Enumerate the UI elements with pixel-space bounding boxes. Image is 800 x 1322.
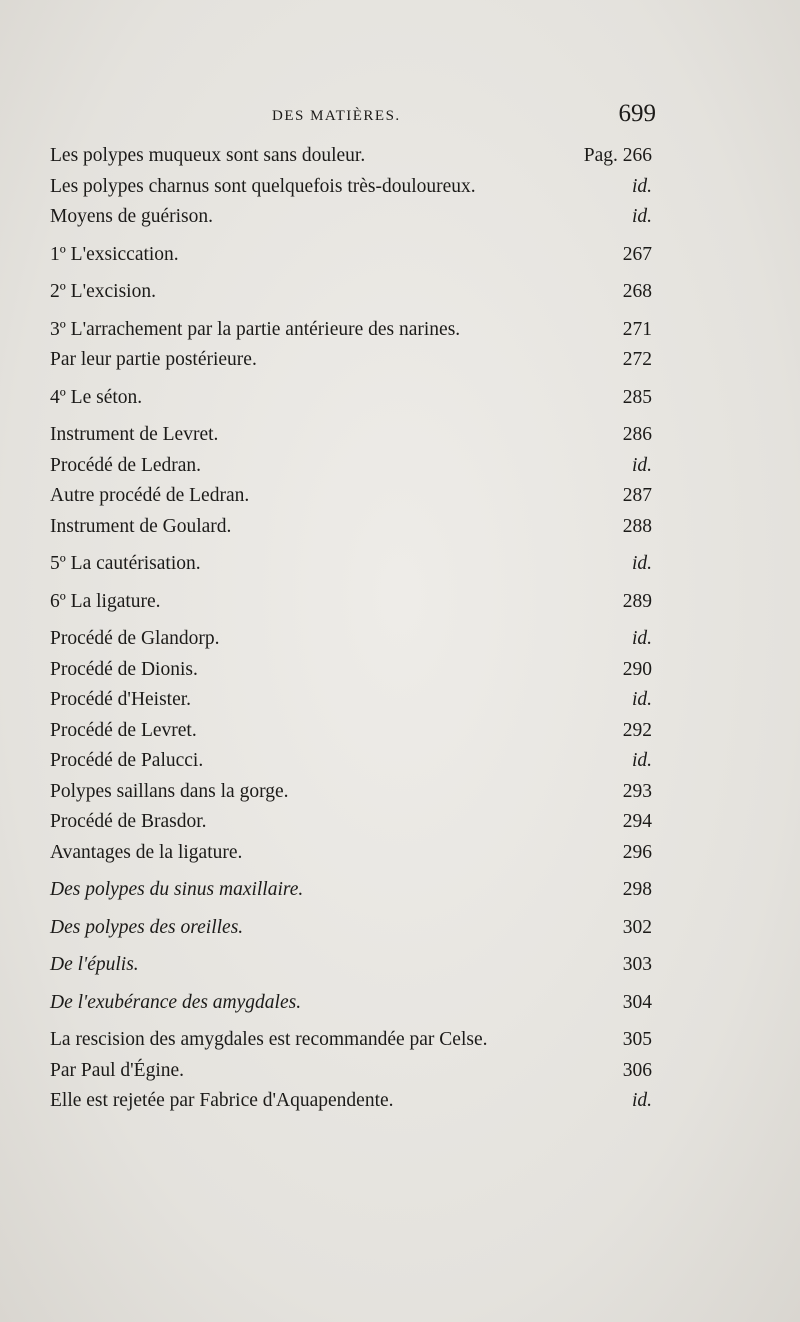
index-entry — [50, 318, 652, 343]
index-entry — [50, 205, 652, 230]
index-entry — [50, 484, 652, 509]
entry-page-reference: 296 — [622, 841, 652, 863]
entry-page-reference: 304 — [622, 991, 652, 1013]
index-entry — [50, 627, 652, 652]
entry-text: 6º La ligature. — [50, 590, 161, 612]
index-entry — [50, 878, 652, 903]
entry-text: Elle est rejetée par Fabrice d'Aquapendente. — [50, 1090, 394, 1111]
entry-text: Par Paul d'Égine. — [50, 1059, 185, 1081]
entry-text: Procédé de Levret. — [50, 719, 197, 741]
index-entry — [50, 348, 652, 373]
index-entry — [50, 916, 652, 941]
index-entries — [50, 144, 652, 1120]
entry-text: La rescision des amygdales est recommandée par Celse. — [50, 1029, 488, 1050]
entry-page-reference: 292 — [622, 719, 652, 741]
entry-text: Moyens de guérison. — [50, 206, 214, 227]
entry-page-reference: 290 — [622, 658, 652, 680]
entry-page-reference: id. — [631, 750, 652, 771]
entry-text: Procédé de Ledran. — [50, 454, 202, 476]
entry-page-reference: 285 — [622, 386, 652, 408]
index-entry — [50, 1089, 652, 1114]
index-entry — [50, 386, 652, 411]
entry-text: 3º L'arrachement par la partie antérieure des narines. — [50, 318, 461, 340]
entry-text: Les polypes muqueux sont sans douleur. — [50, 145, 366, 166]
entry-page-reference: Pag. 266 — [583, 145, 652, 166]
entry-page-reference: 268 — [622, 281, 652, 302]
entry-text: Procédé d'Heister. — [50, 689, 192, 710]
entry-page-reference: 298 — [622, 879, 652, 900]
entry-page-reference: id. — [631, 689, 652, 710]
page-number: 699 — [618, 100, 656, 127]
index-entry — [50, 454, 652, 479]
entry-text: Instrument de Levret. — [50, 424, 219, 445]
index-entry — [50, 991, 652, 1016]
entry-page-reference: 272 — [622, 349, 652, 370]
entry-page-reference: 294 — [622, 811, 652, 832]
index-entry — [50, 719, 652, 744]
entry-page-reference: 306 — [622, 1059, 652, 1081]
entry-page-reference: id. — [631, 1090, 652, 1111]
index-entry — [50, 175, 652, 200]
index-entry — [50, 1028, 652, 1053]
entry-text: 4º Le séton. — [50, 386, 143, 408]
entry-page-reference: 271 — [622, 318, 652, 340]
entry-text: Procédé de Glandorp. — [50, 628, 220, 649]
index-entry — [50, 515, 652, 540]
entry-page-reference: 303 — [622, 954, 652, 975]
index-entry — [50, 810, 652, 835]
index-entry — [50, 1059, 652, 1084]
index-entry — [50, 688, 652, 713]
entry-text: Instrument de Goulard. — [50, 515, 232, 537]
page-header — [270, 100, 660, 134]
entry-page-reference: id. — [631, 175, 652, 197]
index-entry — [50, 144, 652, 169]
entry-page-reference: id. — [631, 553, 652, 574]
entry-page-reference: 267 — [622, 243, 652, 265]
index-entry — [50, 658, 652, 683]
entry-page-reference: 287 — [622, 485, 652, 506]
entry-text: Autre procédé de Ledran. — [50, 485, 250, 506]
index-entry — [50, 590, 652, 615]
entry-page-reference: 289 — [622, 590, 652, 612]
entry-text: Des polypes des oreilles. — [50, 916, 244, 938]
entry-text: Les polypes charnus sont quelquefois très-douloureux. — [50, 175, 476, 197]
index-entry — [50, 280, 652, 305]
running-head: DES MATIÈRES. — [272, 108, 401, 124]
entry-page-reference: 288 — [622, 515, 652, 537]
entry-text: Polypes saillans dans la gorge. — [50, 780, 289, 802]
entry-text: 2º L'excision. — [50, 281, 156, 302]
entry-text: Procédé de Brasdor. — [50, 811, 207, 832]
entry-page-reference: 302 — [622, 916, 652, 938]
entry-text: Avantages de la ligature. — [50, 841, 243, 863]
index-entry — [50, 423, 652, 448]
entry-page-reference: id. — [631, 454, 652, 476]
index-entry — [50, 749, 652, 774]
entry-text: Par leur partie postérieure. — [50, 349, 257, 370]
index-entry — [50, 953, 652, 978]
entry-text: Des polypes du sinus maxillaire. — [50, 879, 304, 900]
entry-text: Procédé de Palucci. — [50, 750, 204, 771]
entry-page-reference: 305 — [622, 1029, 652, 1050]
entry-text: 5º La cautérisation. — [50, 553, 201, 574]
entry-page-reference: id. — [631, 206, 652, 227]
index-entry — [50, 841, 652, 866]
index-entry — [50, 552, 652, 577]
entry-page-reference: id. — [631, 628, 652, 649]
entry-text: 1º L'exsiccation. — [50, 243, 179, 265]
entry-page-reference: 293 — [622, 780, 652, 802]
entry-page-reference: 286 — [622, 424, 652, 445]
entry-text: Procédé de Dionis. — [50, 658, 198, 680]
entry-text: De l'épulis. — [50, 954, 139, 975]
entry-text: De l'exubérance des amygdales. — [50, 991, 302, 1013]
index-entry — [50, 780, 652, 805]
index-entry — [50, 243, 652, 268]
